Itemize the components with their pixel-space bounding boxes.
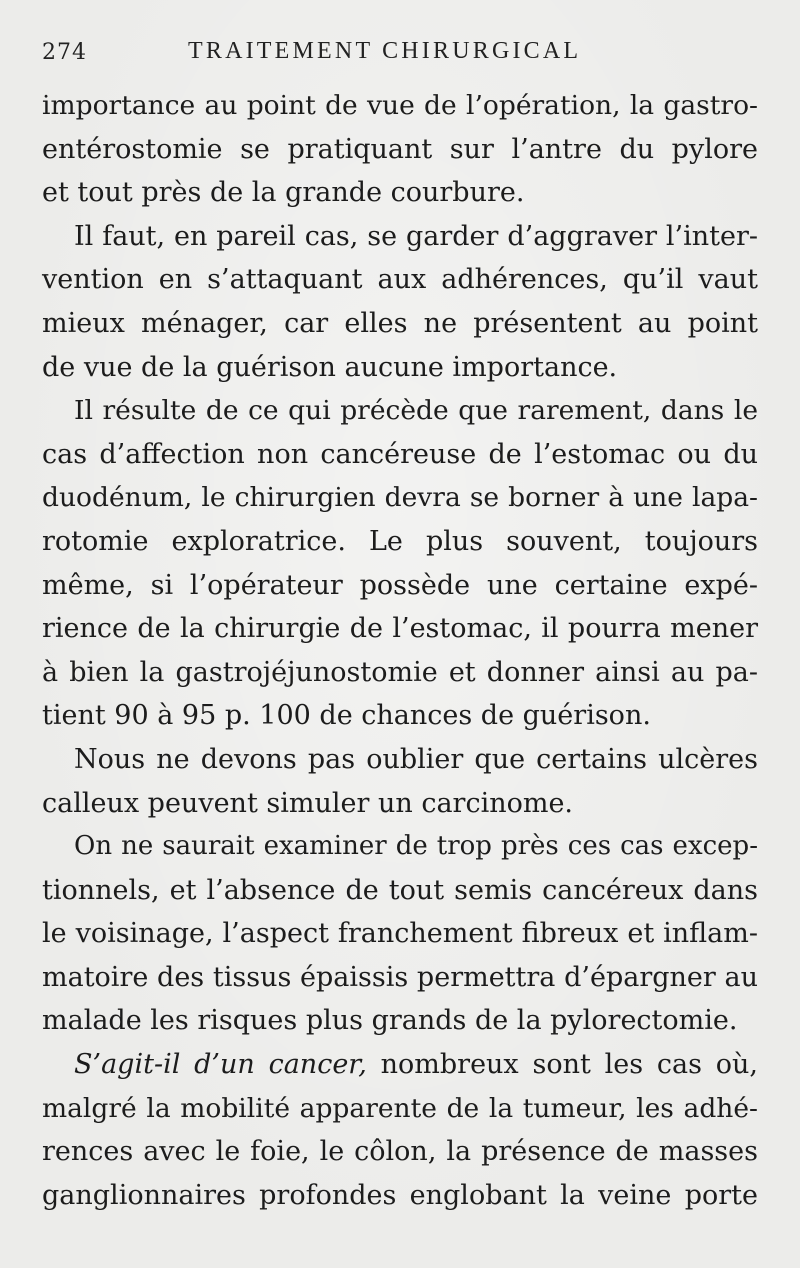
text-line: mieux ménager, car elles ne présentent au point xyxy=(42,307,758,339)
text-line: duodénum, le chirurgien devra se borner à une lapa- xyxy=(42,482,758,514)
text-line: calleux peuvent simuler un carcinome. xyxy=(42,787,574,819)
text-line: tionnels, et l’absence de tout semis cancéreux dans xyxy=(42,874,758,906)
text-line: Il résulte de ce qui précède que rarement, dans le xyxy=(74,395,758,427)
text-run: nombreux sont les cas où, xyxy=(366,1049,758,1081)
text-line: vention en s’attaquant aux adhérences, qu’il vaut xyxy=(42,264,758,296)
text-line: matoire des tissus épaissis permettra d’épargner au xyxy=(42,961,758,993)
text-line: et tout près de la grande courbure. xyxy=(42,177,525,209)
text-line: Il faut, en pareil cas, se garder d’aggraver l’inter- xyxy=(74,220,758,252)
text-line: rences avec le foie, le côlon, la présence de masses xyxy=(42,1136,758,1168)
running-head xyxy=(42,36,760,70)
text-line: tient 90 à 95 p. 100 de chances de guérison. xyxy=(42,700,651,732)
page-number: 274 xyxy=(42,40,87,65)
body-text xyxy=(42,84,758,1217)
text-line: de vue de la guérison aucune importance. xyxy=(42,351,618,383)
running-title: TRAITEMENT CHIRURGICAL xyxy=(188,38,582,64)
text-line: malgré la mobilité apparente de la tumeur, les adhé- xyxy=(42,1092,758,1124)
text-line: On ne saurait examiner de trop près ces cas excep- xyxy=(74,831,758,862)
text-line: ganglionnaires profondes englobant la veine porte xyxy=(42,1179,758,1211)
text-line: entérostomie se pratiquant sur l’antre du pylore xyxy=(42,133,758,165)
text-line: à bien la gastrojéjunostomie et donner ainsi au pa- xyxy=(42,656,758,688)
text-line xyxy=(42,1043,758,1087)
text-line: rotomie exploratrice. Le plus souvent, toujours xyxy=(42,525,758,557)
text-line: même, si l’opérateur possède une certaine expé- xyxy=(42,569,758,601)
text-line: malade les risques plus grands de la pylorectomie. xyxy=(42,1005,738,1037)
italic-phrase: S’agit-il d’un cancer, xyxy=(74,1049,367,1081)
text-line: Nous ne devons pas oublier que certains ulcères xyxy=(74,743,758,775)
text-line: le voisinage, l’aspect franchement fibreux et inflam- xyxy=(42,918,758,950)
text-line: importance au point de vue de l’opération, la gastro- xyxy=(42,90,758,121)
text-line: rience de la chirurgie de l’estomac, il pourra mener xyxy=(42,613,758,645)
text-line: cas d’affection non cancéreuse de l’estomac ou du xyxy=(42,438,758,470)
